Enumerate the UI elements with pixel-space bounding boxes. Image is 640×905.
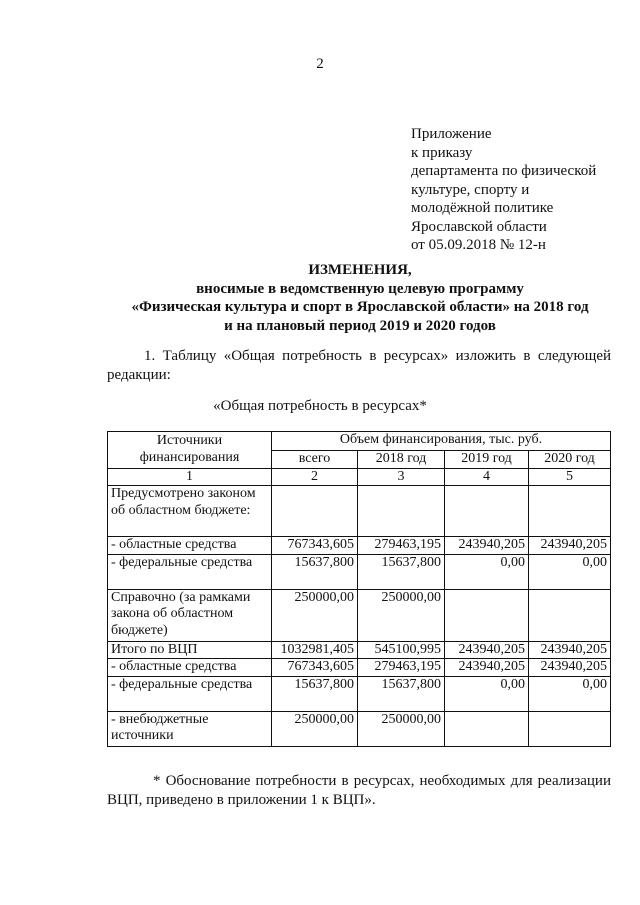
title-line: и на плановый период 2019 и 2020 годов: [224, 317, 496, 334]
cell-value: 243940,205: [445, 659, 529, 677]
cell-value: 250000,00: [272, 711, 358, 746]
table-caption: «Общая потребность в ресурсах*: [213, 398, 427, 414]
title-line: вносимые в ведомственную целевую программу: [196, 280, 524, 297]
table-row: [108, 537, 611, 555]
row-label: Предусмотрено законом об областном бюджете:: [108, 486, 272, 537]
cell-value: 0,00: [445, 676, 529, 711]
table-row: [108, 641, 611, 659]
cell-value: 0,00: [529, 554, 611, 589]
col-number: 3: [358, 468, 445, 486]
appendix-line: молодёжной политике: [411, 200, 554, 216]
cell-value: 0,00: [445, 554, 529, 589]
cell-value: [529, 711, 611, 746]
cell-value: 250000,00: [358, 589, 445, 641]
table-row: [108, 659, 611, 677]
row-label: - областные средства: [108, 659, 272, 677]
table-row: [108, 486, 611, 537]
resources-table: [107, 431, 611, 747]
cell-value: 243940,205: [529, 641, 611, 659]
appendix-line: культуре, спорту и: [411, 181, 530, 198]
table-row: [108, 589, 611, 641]
title-line: ИЗМЕНЕНИЯ,: [308, 262, 412, 278]
footnote: [107, 772, 611, 810]
header-col: 2018 год: [358, 451, 445, 469]
cell-value: 279463,195: [358, 537, 445, 555]
col-number: 2: [272, 468, 358, 486]
paragraph-1: [107, 347, 611, 385]
cell-value: 243940,205: [529, 659, 611, 677]
appendix-block: [411, 125, 596, 255]
col-number: 1: [108, 468, 272, 486]
row-label: - федеральные средства: [108, 676, 272, 711]
row-label: Итого по ВЦП: [108, 641, 272, 659]
cell-value: [445, 589, 529, 641]
header-col: 2020 год: [529, 451, 611, 469]
cell-value: 279463,195: [358, 659, 445, 677]
row-label: Справочно (за рамками закона об областном бюджете): [108, 589, 272, 641]
header-source: Источники финансирования: [108, 432, 272, 469]
row-label: - федеральные средства: [108, 554, 272, 589]
cell-value: 250000,00: [272, 589, 358, 641]
document-title: [70, 261, 640, 335]
cell-value: 0,00: [529, 676, 611, 711]
appendix-line: к приказу: [411, 144, 473, 161]
cell-value: [529, 589, 611, 641]
cell-value: 15637,800: [358, 676, 445, 711]
cell-value: 767343,605: [272, 537, 358, 555]
table-row: [108, 554, 611, 589]
appendix-line: департамента по физической: [411, 163, 597, 179]
cell-value: [358, 486, 445, 537]
cell-value: 15637,800: [272, 554, 358, 589]
cell-value: 1032981,405: [272, 641, 358, 659]
row-label: - областные средства: [108, 537, 272, 555]
header-col: 2019 год: [445, 451, 529, 469]
col-number: 4: [445, 468, 529, 486]
col-number: 5: [529, 468, 611, 486]
cell-value: 15637,800: [272, 676, 358, 711]
cell-value: [529, 486, 611, 537]
appendix-line: от 05.09.2018 № 12-н: [411, 237, 546, 253]
cell-value: [272, 486, 358, 537]
row-label: - внебюджетные источники: [108, 711, 272, 746]
table-row: [108, 711, 611, 746]
cell-value: 243940,205: [529, 537, 611, 555]
title-line: «Физическая культура и спорт в Ярославской области» на 2018 год: [131, 299, 589, 315]
header-col: всего: [272, 451, 358, 469]
appendix-line: Приложение: [411, 126, 492, 142]
header-volume: Объем финансирования, тыс. руб.: [272, 432, 611, 451]
footnote-text: * Обоснование потребности в ресурсах, необходимых для реализации ВЦП, приведено в приложении 1 к ВЦП».: [107, 773, 611, 808]
cell-value: 545100,995: [358, 641, 445, 659]
paragraph-1-text: 1. Таблицу «Общая потребность в ресурсах» изложить в следующей редакции:: [107, 348, 611, 383]
cell-value: 243940,205: [445, 641, 529, 659]
appendix-line: Ярославской области: [411, 218, 547, 235]
table-row: [108, 676, 611, 711]
cell-value: 243940,205: [445, 537, 529, 555]
cell-value: [445, 486, 529, 537]
cell-value: [445, 711, 529, 746]
cell-value: 767343,605: [272, 659, 358, 677]
page-number: 2: [316, 56, 324, 72]
cell-value: 15637,800: [358, 554, 445, 589]
cell-value: 250000,00: [358, 711, 445, 746]
